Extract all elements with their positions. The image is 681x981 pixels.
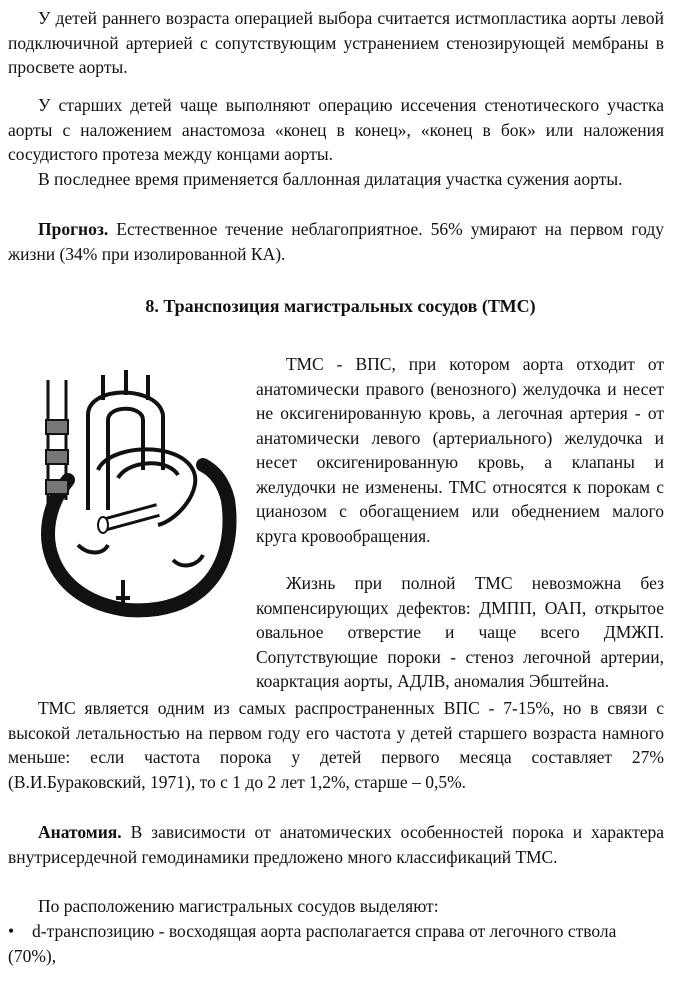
section-title: 8. Транспозиция магистральных сосудов (ТМС) (145, 296, 536, 316)
paragraph-tms-definition: ТМС - ВПС, при котором аорта отходит от анатомически правого (венозного) желудочка и несет не оксигенированную кровь, а легочная артерия - от анатомически левого (артериального) желудочка и несет оксигенированную кровь, а клапаны и желудочки не изменены. ТМС относятся к порокам с цианозом с обогащением или обеднением малого круга кровообращения. (256, 354, 664, 546)
paragraph-isthmoplasty: У детей раннего возраста операцией выбора считается истмопластика аорты левой подключичной артерией с сопутствующим устранением стенозирующей мембраны в просвете аорты. (8, 8, 664, 77)
list-item-text: d-транспозицию - восходящая аорта располагается справа от легочного ствола (70%), (8, 921, 617, 966)
paragraph-resection: У старших детей чаще выполняют операцию иссечения стенотического участка аорты с наложением анастомоза «конец в конец», «конец в бок» или наложения сосудистого протеза между концами аорты. (8, 95, 664, 164)
paragraph-prognosis (8, 217, 664, 266)
paragraph-tms-life (256, 571, 664, 694)
anatomy-label: Анатомия. (38, 822, 122, 842)
prognosis-text: Естественное течение неблагоприятное. 56% умирают на первом году жизни (34% при изолированной КА). (8, 219, 664, 264)
paragraph-balloon: В последнее время применяется баллонная дилатация участка сужения аорты. (38, 169, 623, 189)
list-intro: По расположению магистральных сосудов выделяют: (38, 896, 439, 916)
paragraph-anatomy (8, 820, 664, 869)
heart-diagram (8, 360, 248, 630)
anatomy-text: В зависимости от анатомических особенностей порока и характера внутрисердечной гемодинамики предложено много классификаций ТМС. (8, 822, 664, 867)
bullet-icon: • (8, 921, 15, 941)
list-item (8, 919, 664, 968)
prognosis-label: Прогноз. (38, 219, 109, 239)
tms-life-text: Жизнь при полной ТМС невозможна без компенсирующих дефектов: ДМПП, ОАП, открытое овальное отверстие и чаще всего ДМЖП. Сопутствующие пороки - стеноз легочной артерии, коарктация аорты, АДЛВ, аномалия Эбштейна. (256, 573, 664, 691)
paragraph-frequency: ТМС является одним из самых распространенных ВПС - 7-15%, но в связи с высокой летальностью на первом году его частота у детей старшего возраста намного меньше: если частота порока у детей первого месяца составляет 27% (В.И.Бураковский, 1971), то с 1 до 2 лет 1,2%, старше – 0,5%. (8, 698, 664, 792)
